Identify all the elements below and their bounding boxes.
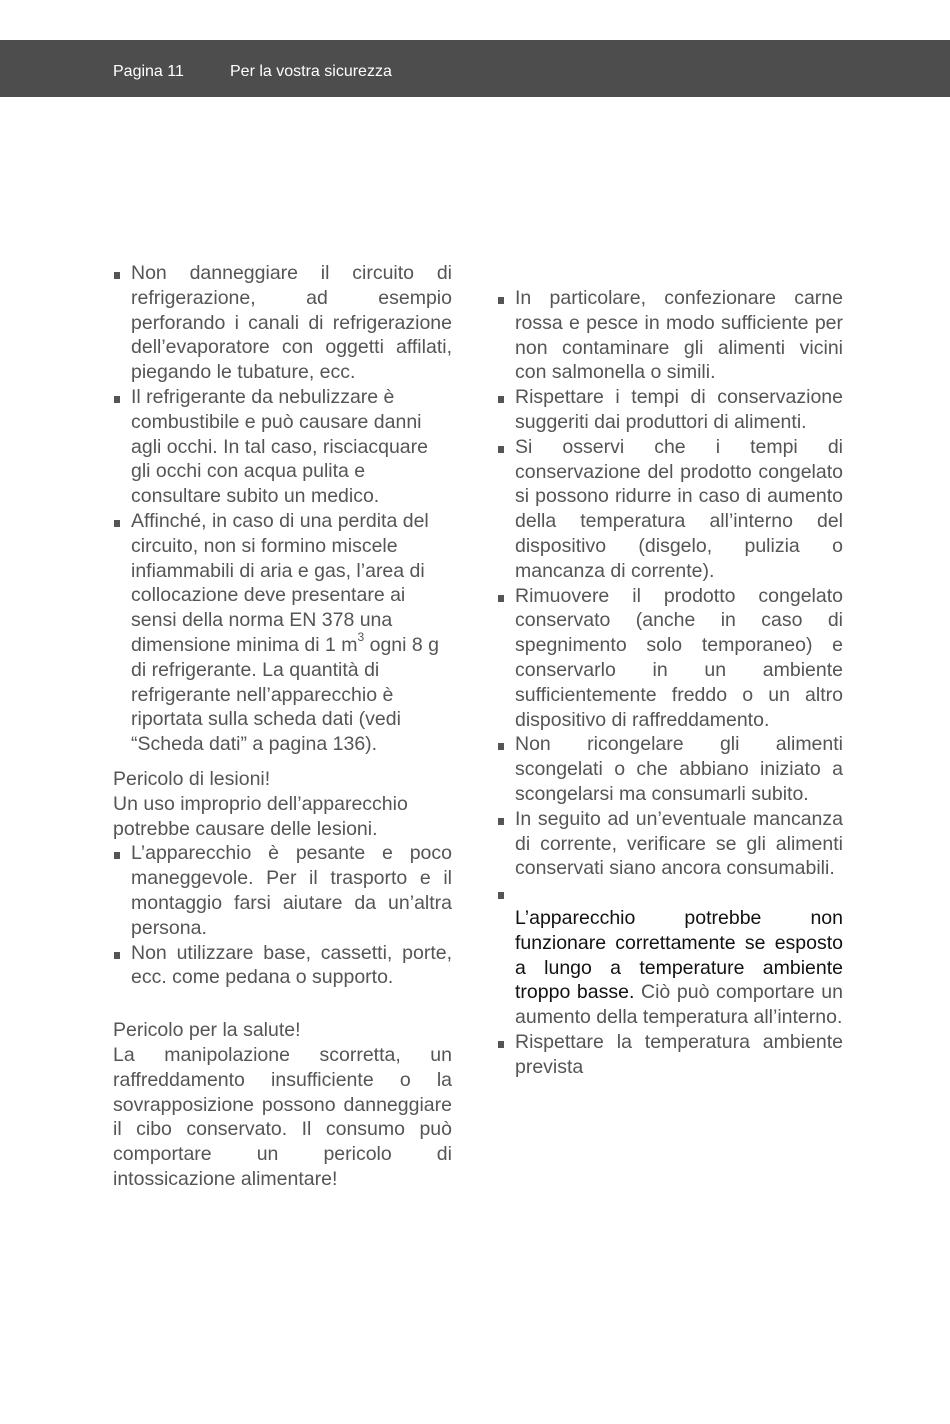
list-item: Rispettare i tempi di conservazione suggeriti dai produttori di alimenti. xyxy=(497,385,843,435)
list-item: Si osservi che i tempi di conservazione del prodotto congelato si possono ridurre in caso di aumento della temperatura all’interno del dispositivo (disgelo, pulizia o mancanza di corrente). xyxy=(497,435,843,584)
injury-heading: Pericolo di lesioni! xyxy=(113,767,271,790)
section-title: Per la vostra sicurezza xyxy=(230,63,392,80)
safety-list-refrigerant xyxy=(113,261,452,757)
health-text: La manipolazione scorretta, un raffreddamento insufficiente o la sovrapposizione possono danneggiare il cibo conservato. Il consumo può comportare un pericolo di intossicazione alimentare! xyxy=(113,1043,452,1190)
list-item: L’apparecchio è pesante e poco maneggevole. Per il trasporto e il montaggio farsi aiutare da un’altra persona. xyxy=(113,841,452,940)
page-header-bar xyxy=(0,40,950,97)
list-item: In particolare, confezionare carne rossa e pesce in modo sufficiente per non contaminare gli alimenti vicini con salmonella o simili. xyxy=(497,286,843,385)
warning-followup-text: Ciò può comportare un aumento della temperatura all’interno. xyxy=(515,981,843,1029)
list-item-text: ogni 8 g di refrigerante. La quantità di refrigerante nell’apparecchio è riportata sulla scheda dati (vedi “Scheda dati” a pagina 136). xyxy=(131,633,440,756)
list-item: Rimuovere il prodotto congelato conservato (anche in caso di spegnimento solo temporaneo) e conservarlo in un ambiente sufficientemente freddo o un altro dispositivo di raffreddamento. xyxy=(497,584,843,733)
list-item xyxy=(497,881,843,1030)
left-column xyxy=(113,261,452,1192)
list-item: In seguito ad un’eventuale mancanza di corrente, verificare se gli alimenti conservati siano ancora consumabili. xyxy=(497,807,843,881)
list-item: Il refrigerante da nebulizzare è combustibile e può causare danni agli occhi. In tal caso, risciacquare gli occhi con acqua pulita e consultare subito un medico. xyxy=(113,385,452,509)
list-item: Non ricongelare gli alimenti scongelati o che abbiano iniziato a scongelarsi ma consumarli subito. xyxy=(497,732,843,806)
list-item-text: Affinché, in caso di una perdita del circuito, non si formino miscele infiammabili di aria e gas, l’area di collocazione deve presentare ai sensi della norma EN 378 una dimensione minima di 1 m xyxy=(131,509,429,656)
injury-text: Un uso improprio dell’apparecchio potrebbe causare delle lesioni. xyxy=(113,792,408,840)
health-heading: Pericolo per la salute! xyxy=(113,1019,301,1042)
list-item: Rispettare la temperatura ambiente prevista xyxy=(497,1030,843,1080)
list-item xyxy=(113,509,452,757)
list-item: Non danneggiare il circuito di refrigerazione, ad esempio perforando i canali di refrigerazione dell’evaporatore con oggetti affilati, piegando le tubature, ecc. xyxy=(113,261,452,385)
safety-list-injury xyxy=(113,841,452,990)
list-item: Non utilizzare base, cassetti, porte, ecc. come pedana o supporto. xyxy=(113,941,452,991)
food-safety-list xyxy=(497,286,843,1080)
warning-text: L’apparecchio potrebbe non funzionare correttamente se esposto a lungo a temperature ambiente troppo basse. xyxy=(515,906,843,1004)
right-column xyxy=(497,286,843,1080)
superscript: 3 xyxy=(357,630,365,645)
page-number: Pagina 11 xyxy=(113,63,184,80)
